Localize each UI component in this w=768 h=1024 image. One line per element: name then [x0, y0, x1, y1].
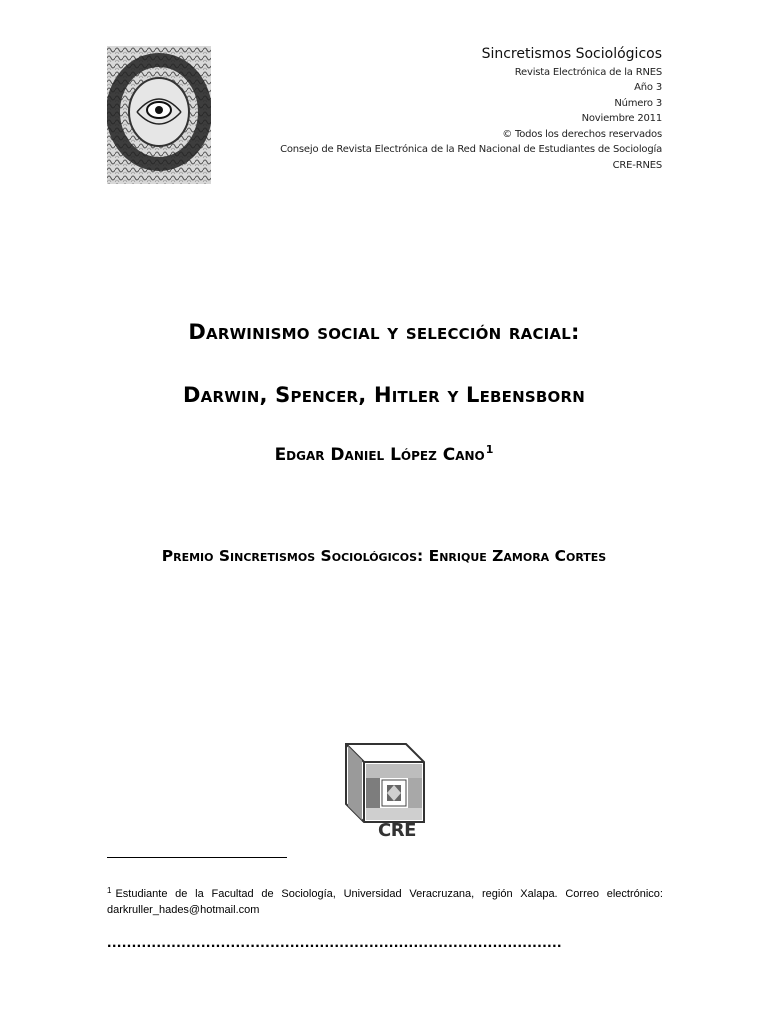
article-title-line-1: Darwinismo social y selección racial: — [188, 320, 580, 344]
footnote-separator — [107, 857, 287, 858]
article-title-line-2: Darwin, Spencer, Hitler y Lebensborn — [183, 383, 585, 407]
author-line — [0, 443, 768, 465]
footnote — [107, 883, 663, 918]
journal-date: Noviembre 2011 — [581, 113, 662, 125]
footnote-text: Estudiante de la Facultad de Sociología, Universidad Veracruzana, región Xalapa. Correo electrónico: darkruller_hades@hotmail.com — [107, 888, 663, 916]
journal-title: Sincretismos Sociológicos — [481, 46, 662, 62]
journal-council: Consejo de Revista Electrónica de la Red Nacional de Estudiantes de Sociología — [280, 144, 662, 156]
journal-acronym: CRE-RNES — [612, 160, 662, 172]
journal-year: Año 3 — [634, 82, 662, 94]
journal-issue: Número 3 — [614, 97, 662, 109]
author-name: Edgar Daniel López Cano — [274, 445, 485, 465]
footnote-mark: 1 — [107, 886, 112, 895]
cre-logo-label: CRE — [378, 820, 416, 841]
journal-copyright: © Todos los derechos reservados — [502, 128, 662, 140]
journal-subtitle: Revista Electrónica de la RNES — [514, 66, 662, 78]
journal-header — [242, 46, 662, 174]
dotted-rule: ............................................................................................ — [107, 938, 562, 948]
journal-logo — [107, 46, 211, 184]
author-footnote-mark[interactable]: 1 — [485, 443, 494, 456]
prize-line: Premio Sincretismos Sociológicos: Enrique Zamora Cortes — [161, 547, 607, 565]
cre-logo — [340, 742, 426, 844]
